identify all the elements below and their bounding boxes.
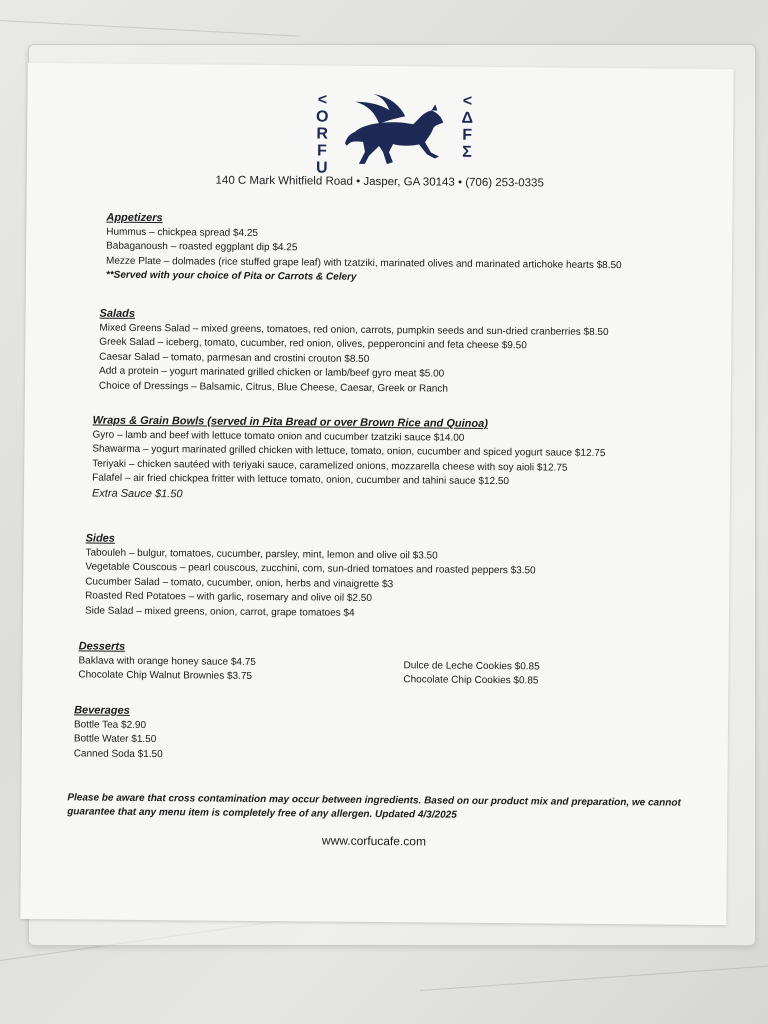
menu-item: Dulce de Leche Cookies $0.85 — [403, 659, 540, 672]
desserts-section — [78, 639, 728, 690]
section-title-desserts: Desserts — [78, 640, 126, 653]
menu-item: Chocolate Chip Walnut Brownies $3.75 — [78, 669, 253, 682]
menu-item: Cucumber Salad – tomato, cucumber, onion, herbs and vinaigrette $3 — [85, 575, 394, 590]
menu-item: Falafel – air fried chickpea fritter with lettuce tomato, onion, cucumber and tahini sauce $12.50 — [92, 472, 510, 488]
extra-sauce: Extra Sauce $1.50 — [91, 487, 183, 500]
menu-item: Mezze Plate – dolmades (rice stuffed grape leaf) with tzatziki, marinated olives and marinated artichoke hearts $8.50 — [105, 255, 622, 271]
section-title-beverages: Beverages — [74, 704, 130, 717]
menu-item: Teriyaki – chicken sautéed with teriyaki sauce, caramelized onions, mozzarella cheese with soy aioli $12.75 — [92, 458, 568, 474]
desserts-columns — [78, 654, 728, 691]
menu-item: Gyro – lamb and beef with lettuce tomato onion and cucumber tzatziki sauce $14.00 — [92, 429, 465, 444]
appetizers-section — [106, 211, 677, 288]
menu-item: Hummus – chickpea spread $4.25 — [106, 226, 259, 239]
menu-item: Vegetable Couscous – pearl couscous, zucchini, corn, sun-dried tomatoes and roasted peppers $3.50 — [85, 561, 536, 577]
appetizers-note: **Served with your choice of Pita or Carrots & Celery — [105, 269, 357, 283]
menu-item: Shawarma – yogurt marinated grilled chicken with lettuce, tomato, onion, cucumber and spiced yogurt sauce $12.75 — [92, 443, 606, 459]
logo-letters-left: < O R F U — [315, 91, 329, 177]
section-title-wraps: Wraps & Grain Bowls (served in Pita Bread or over Brown Rice and Quinoa) — [92, 414, 488, 430]
wraps-section — [92, 414, 653, 506]
menu-item: Roasted Red Potatoes – with garlic, rosemary and olive oil $2.50 — [85, 590, 372, 604]
menu-item: Side Salad – mixed greens, onion, carrot, grape tomatoes $4 — [84, 604, 355, 619]
menu-item: Greek Salad – iceberg, tomato, cucumber, red onion, olives, pepperoncini and feta cheese $9.50 — [99, 336, 527, 352]
logo-letters-right: < Δ F Σ — [461, 92, 474, 161]
website-url: www.corfucafe.com — [321, 833, 427, 849]
section-title-sides: Sides — [85, 532, 116, 545]
beverages-section — [74, 703, 163, 762]
menu-item: Chocolate Chip Cookies $0.85 — [403, 674, 539, 687]
section-title-salads: Salads — [99, 307, 136, 320]
desserts-right-column — [403, 657, 728, 691]
menu-item: Canned Soda $1.50 — [73, 747, 163, 760]
menu-item: Bottle Tea $2.90 — [73, 718, 147, 731]
menu-item: Add a protein – yogurt marinated grilled chicken or lamb/beef gyro meat $5.00 — [99, 365, 445, 380]
menu-item: Mixed Greens Salad – mixed greens, tomatoes, red onion, carrots, pumpkin seeds and sun-dried cranberries $8.50 — [99, 322, 609, 338]
menu-item: Choice of Dressings – Balsamic, Citrus, Blue Cheese, Caesar, Greek or Ranch — [98, 380, 449, 395]
salads-section — [99, 307, 609, 398]
menu-item: Bottle Water $1.50 — [73, 733, 157, 746]
sides-section — [85, 531, 536, 622]
corfu-cafe-logo — [313, 91, 479, 177]
winged-horse-icon — [335, 94, 456, 169]
menu-item: Babaganoush – roasted eggplant dip $4.25 — [106, 240, 298, 254]
marble-vein — [420, 965, 768, 991]
menu-item: Caesar Salad – tomato, parmesan and crostini crouton $8.50 — [99, 351, 370, 365]
marble-vein — [0, 20, 300, 37]
section-title-appetizers: Appetizers — [106, 211, 163, 225]
menu-item: Tabouleh – bulgur, tomatoes, cucumber, parsley, mint, lemon and olive oil $3.50 — [85, 546, 438, 562]
desserts-left-column — [78, 654, 403, 688]
menu-page — [20, 63, 733, 925]
menu-item: Baklava with orange honey sauce $4.75 — [78, 654, 256, 668]
allergen-disclaimer: Please be aware that cross contamination may occur between ingredients. Based on our product mix and preparation, we cannot guarantee that any menu item is completely free of any allergen. Updated 4/3/2025 — [67, 792, 681, 821]
address-line: 140 C Mark Whitfield Road • Jasper, GA 30143 • (706) 253-0335 — [215, 174, 544, 190]
